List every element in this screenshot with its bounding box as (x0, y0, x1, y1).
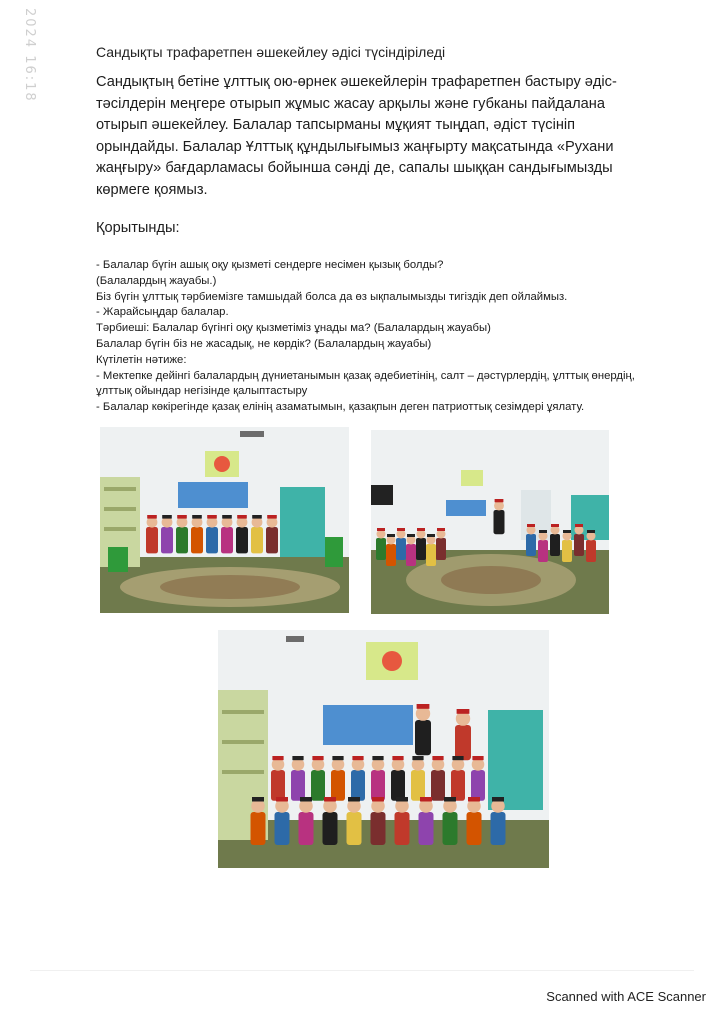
intro-line: жаңғыру» бағдарламасы бойынша сәнді де, сапалы шыққан сандығымызды (96, 160, 613, 176)
child-figure (431, 756, 445, 801)
child-figure (436, 528, 446, 560)
intro-line: отырып әшекейлеу. Балалар тапсырманы мұқият тыңдап, әдіст түсініп (96, 117, 576, 133)
child-figure (411, 756, 425, 801)
child-figure (406, 534, 416, 566)
child-figure (311, 756, 325, 801)
child-figure (562, 530, 572, 562)
child-figure (206, 515, 218, 553)
child-figure (161, 515, 173, 553)
conclusion-line: - Мектепке дейінгі балалардың дүниетанымын қазақ әдебиетінің, салт – дәстүрлердің, ұлттық өнердің, (96, 369, 635, 382)
conclusion-line: Тәрбиеші: Балалар бүгінгі оқу қызметіміз ұнады ма? (Балалардың жауабы) (96, 322, 491, 335)
child-figure (291, 756, 305, 801)
child-figure (426, 534, 436, 566)
conclusion-line: - Балалар көкірегінде қазақ елінің азаматымын, қазақпын деген патриоттық сезімдері ұялату. (96, 401, 585, 414)
classroom-photo-group-with-teachers (218, 630, 549, 868)
child-figure (371, 797, 386, 845)
teacher-figure (455, 709, 471, 760)
intro-line: көрмеге қоямыз. (96, 181, 208, 198)
conclusion-line: - Балалар бүгін ашық оқу қызметі сендерге несімен қызық болды? (96, 259, 444, 271)
child-figure (396, 528, 406, 560)
scan-edge-stamp: 2024 16:18 (22, 8, 37, 103)
conclusion-line: Біз бүгін ұлттық тәрбиемізге тамшыдай болса да өз ықпалымызды тигіздік деп ойлаймыз. (96, 290, 568, 303)
child-figure (550, 524, 560, 556)
child-figure (331, 756, 345, 801)
child-figure (419, 797, 434, 845)
child-figure (467, 797, 482, 845)
child-figure (323, 797, 338, 845)
child-figure (236, 515, 248, 553)
child-figure (146, 515, 158, 553)
child-figure (386, 534, 396, 566)
child-figure (416, 528, 426, 560)
child-figure (221, 515, 233, 553)
child-figure (376, 528, 386, 560)
child-figure (586, 530, 596, 562)
child-figure (299, 797, 314, 845)
conclusion-line: Балалар бүгін біз не жасадық, не көрдік? (Балалардың жауабы) (96, 337, 432, 350)
intro-line: Сандықтың бетіне ұлттық ою-өрнек әшекейлерін трафаретпен бастыру әдіс- (96, 74, 617, 90)
conclusion-line: (Балалардың жауабы.) (96, 274, 217, 287)
child-figure (351, 756, 365, 801)
classroom-photo-children-standing (100, 427, 349, 613)
intro-line: тәсілдерін меңгере отырып жұмыс жасау арқылы және губканы пайдалана (96, 95, 605, 112)
child-figure (251, 797, 266, 845)
child-figure (491, 797, 506, 845)
child-figure (176, 515, 188, 553)
conclusion-heading: Қорытынды: (96, 220, 180, 236)
teacher-figure (415, 704, 431, 755)
child-figure (574, 524, 584, 556)
child-figure (526, 524, 536, 556)
child-figure (395, 797, 410, 845)
child-figure (275, 797, 290, 845)
classroom-photo-children-seated-circle (371, 430, 609, 614)
page-bottom-edge (30, 970, 694, 971)
child-figure (391, 756, 405, 801)
child-figure (191, 515, 203, 553)
child-figure (538, 530, 548, 562)
child-figure (471, 756, 485, 801)
intro-line: орындайды. Балалар Ұлттық құндылығымыз жаңғырту мақсатында «Рухани (96, 138, 614, 155)
page-title: Сандықты трафаретпен әшекейлеу әдісі түсіндіріледі (96, 44, 446, 60)
intro-paragraph (96, 72, 686, 201)
conclusion-line: Күтілетін нәтиже: (96, 353, 187, 366)
conclusion-line: ұлттық ойындар негізінде қалыптастыру (96, 385, 308, 398)
child-figure (251, 515, 263, 553)
child-figure (347, 797, 362, 845)
teacher-figure (494, 499, 505, 534)
child-figure (371, 756, 385, 801)
conclusion-line: - Жарайсыңдар балалар. (96, 306, 229, 319)
child-figure (451, 756, 465, 801)
child-figure (443, 797, 458, 845)
conclusion-list (96, 258, 706, 416)
child-figure (266, 515, 278, 553)
child-figure (271, 756, 285, 801)
scanner-watermark: Scanned with ACE Scanner (546, 989, 706, 1004)
